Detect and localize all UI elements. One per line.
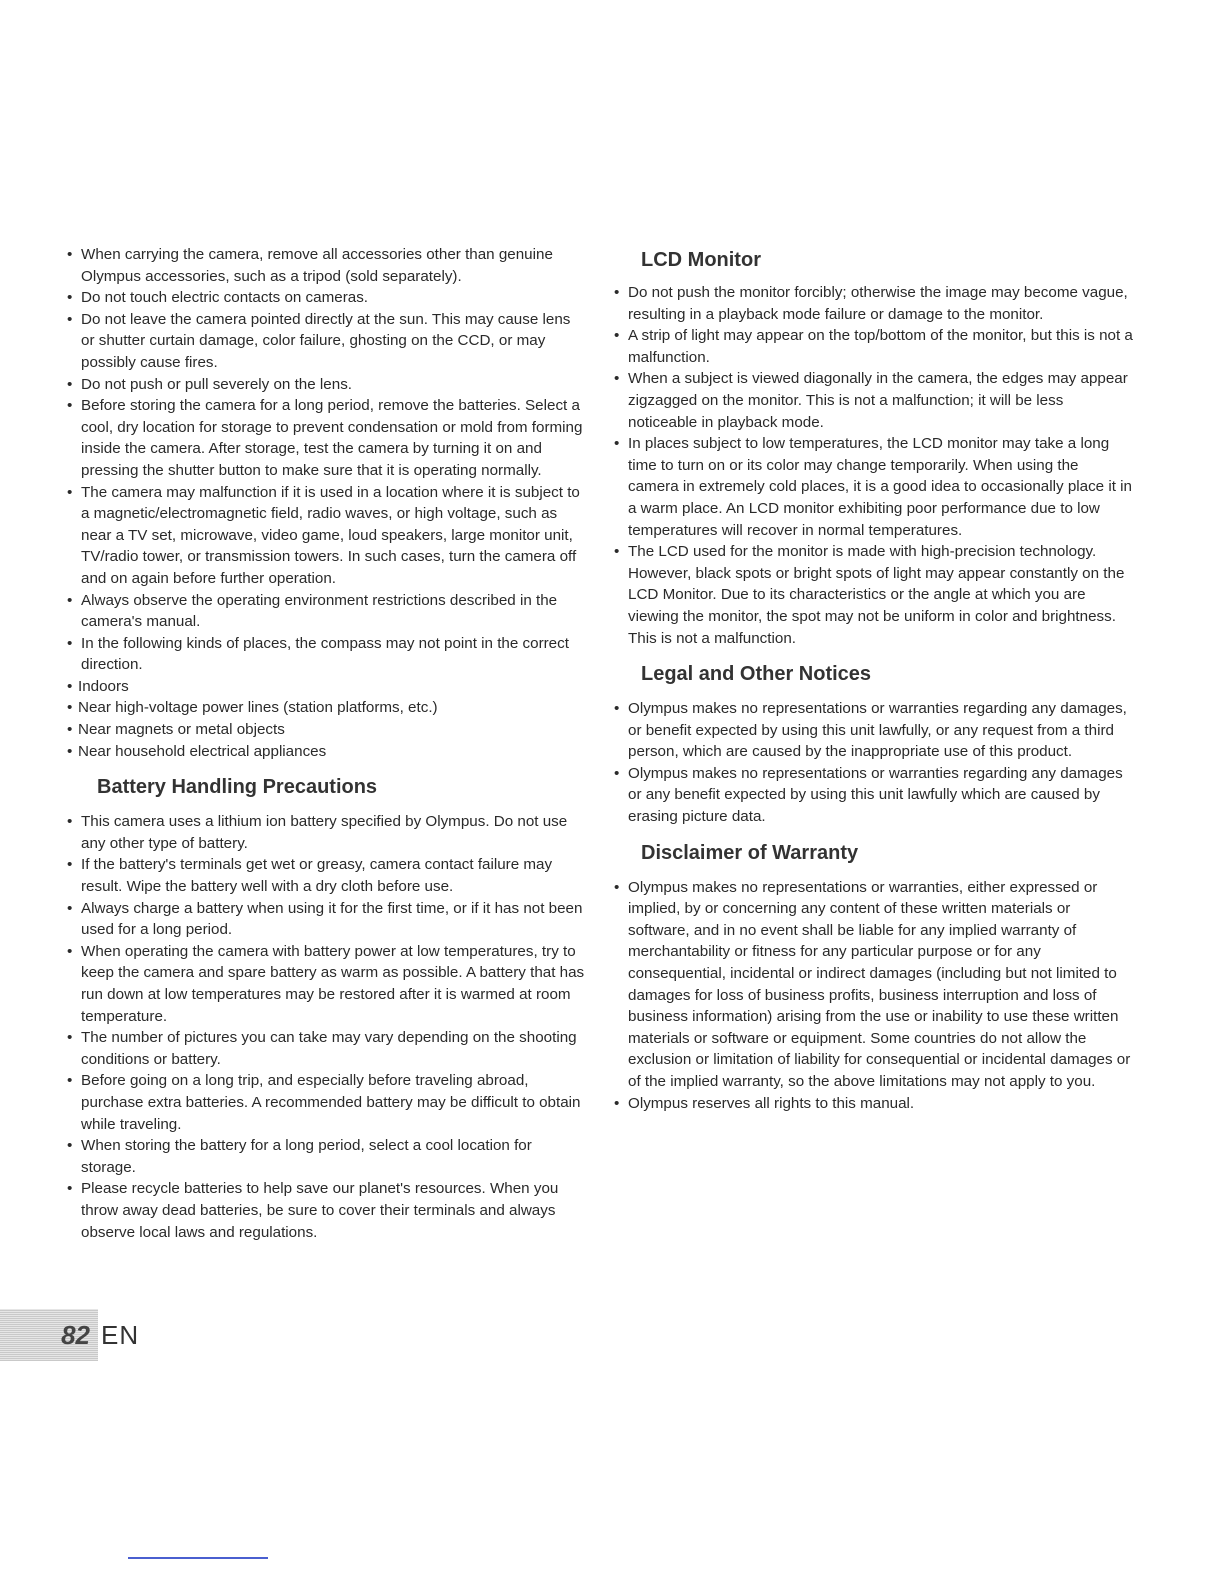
compass-places-list [66,676,586,762]
list-item: • Near magnets or metal objects [66,719,586,741]
list-item: • When a subject is viewed diagonally in the camera, the edges may appear zigzagged on the monitor. This is not a malfunction; it will be less noticeable in playback mode. [613,368,1133,433]
lcd-section-title: LCD Monitor [641,249,761,271]
page-number: 82 [61,1319,90,1350]
list-item: • Olympus makes no representations or warranties, either expressed or implied, by or concerning any content of these written materials or software, and in no event shall be liable for any implied warranty of merchantability or fitness for any particular purpose or for any consequential, incidental or indirect damages (including but not limited to damages for loss of business profits, business interruption and loss of business information) arising from the use or inability to use these written materials or software or equipment. Some countries do not allow the exclusion or limitation of liability for consequential or incidental damages or of the implied warranty, so the above limitations may not apply to you. [613,877,1133,1093]
legal-notices-list [613,698,1133,828]
list-item: • Do not push the monitor forcibly; otherwise the image may become vague, resulting in a playback mode failure or damage to the monitor. [613,282,1133,325]
list-item: • Always observe the operating environment restrictions described in the camera's manual. [66,590,586,633]
right-column [613,244,1133,1114]
list-item: • Near household electrical appliances [66,741,586,763]
list-item: • The camera may malfunction if it is used in a location where it is subject to a magnetic/electromagnetic field, radio waves, or high voltage, such as near a TV set, microwave, video game, loud speakers, large monitor unit, TV/radio tower, or transmission towers. In such cases, turn the camera off and on again before further operation. [66,482,586,590]
list-item: • Please recycle batteries to help save our planet's resources. When you throw away dead batteries, be sure to cover their terminals and always observe local laws and regulations. [66,1178,586,1243]
list-item: • Near high-voltage power lines (station platforms, etc.) [66,697,586,719]
list-item: • In places subject to low temperatures, the LCD monitor may take a long time to turn on or its color may change temporarily. When using the camera in extremely cold places, it is a good idea to occasionally place it in a warm place. An LCD monitor exhibiting poor performance due to low temperatures will recover in normal temperatures. [613,433,1133,541]
list-item: • Olympus makes no representations or warranties regarding any damages or any benefit expected by using this unit lawfully which are caused by erasing picture data. [613,763,1133,828]
disclaimer-list [613,877,1133,1115]
list-item: • In the following kinds of places, the compass may not point in the correct direction. [66,633,586,676]
list-item: • Olympus makes no representations or warranties regarding any damages, or benefit expected by using this unit lawfully, or any request from a third person, which are caused by the inappropriate use of this product. [613,698,1133,763]
list-item: • This camera uses a lithium ion battery specified by Olympus. Do not use any other type of battery. [66,811,586,854]
list-item: • The LCD used for the monitor is made with high-precision technology. However, black spots or bright spots of light may appear constantly on the LCD Monitor. Due to its characteristics or the angle at which you are viewing the monitor, the spot may not be uniform in color and brightness. This is not a malfunction. [613,541,1133,649]
list-item: • The number of pictures you can take may vary depending on the shooting conditions or battery. [66,1027,586,1070]
list-item: • Do not touch electric contacts on cameras. [66,287,586,309]
legal-section-title: Legal and Other Notices [641,663,872,686]
page-footer [0,1309,139,1361]
list-item: • Do not leave the camera pointed directly at the sun. This may cause lens or shutter curtain damage, color failure, ghosting on the CCD, or may possibly cause fires. [66,309,586,374]
general-precautions-list [66,244,586,676]
list-item: • When operating the camera with battery power at low temperatures, try to keep the camera and spare battery as warm as possible. A battery that has run down at low temperatures may be restored after it is warmed at room temperature. [66,941,586,1027]
left-column [66,244,586,1243]
battery-section-title: Battery Handling Precautions [97,776,378,799]
list-item: • Before storing the camera for a long period, remove the batteries. Select a cool, dry location for storage to prevent condensation or mold from forming inside the camera. After storage, test the camera by turning it on and pressing the shutter button to make sure that it is operating normally. [66,395,586,481]
list-item: • A strip of light may appear on the top/bottom of the monitor, but this is not a malfunction. [613,325,1133,368]
page-number-badge [0,1309,98,1361]
bottom-rule-line [128,1557,268,1559]
list-item: • Indoors [66,676,586,698]
battery-precautions-list [66,811,586,1243]
list-item: • Before going on a long trip, and especially before traveling abroad, purchase extra batteries. A recommended battery may be difficult to obtain while traveling. [66,1070,586,1135]
list-item: • Do not push or pull severely on the lens. [66,374,586,396]
list-item: • When carrying the camera, remove all accessories other than genuine Olympus accessories, such as a tripod (sold separately). [66,244,586,287]
list-item: • Always charge a battery when using it for the first time, or if it has not been used for a long period. [66,898,586,941]
disclaimer-section-title: Disclaimer of Warranty [641,841,859,864]
language-code: EN [101,1319,140,1350]
list-item: • If the battery's terminals get wet or greasy, camera contact failure may result. Wipe the battery well with a dry cloth before use. [66,854,586,897]
list-item: • When storing the battery for a long period, select a cool location for storage. [66,1135,586,1178]
lcd-monitor-list [613,282,1133,649]
list-item: • Olympus reserves all rights to this manual. [613,1093,1133,1115]
